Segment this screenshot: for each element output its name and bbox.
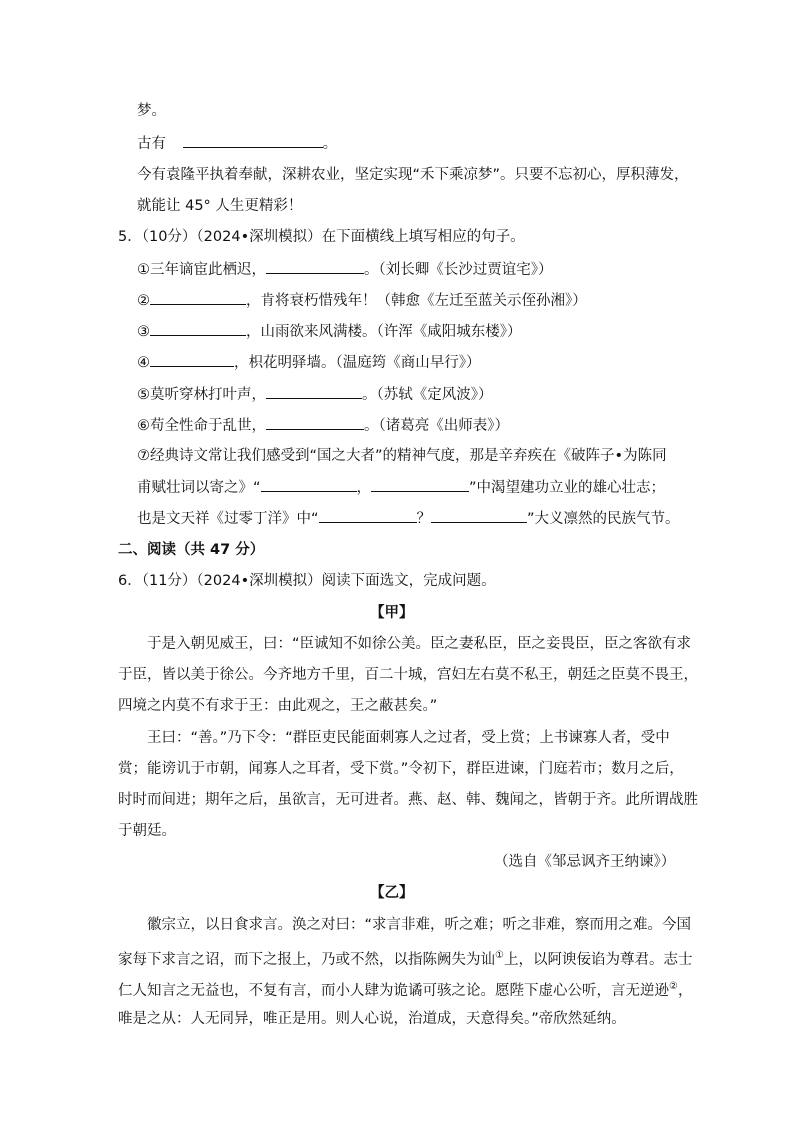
question-5-item-2: ② ，肯将衰朽惜残年！（韩愈《左迁至蓝关示侄孙湘》） [137, 290, 587, 311]
footnote-marker: ① [495, 950, 504, 961]
passage-text: 于朝廷。 [118, 823, 176, 839]
answer-blank [431, 508, 527, 523]
question-5-item-6: ⑥苟全性命于乱世， 。（诸葛亮《出师表》） [137, 415, 509, 436]
question-5-item-1: ①三年谪宦此栖迟， 。（刘长卿《长沙过贾谊宅》） [137, 259, 553, 280]
question-6-title: 6．（11分）（2024•深圳模拟）阅读下面选文，完成问题。 [118, 573, 496, 589]
passage-text: 徽宗立，以日食求言。涣之对曰：“求言非难，听之难；听之非难，察而用之难。今国 [147, 917, 692, 933]
answer-blank [266, 384, 362, 399]
passage-text: 于臣，皆以美于徐公。今齐地方千里，百二十城，宫妇左右莫不私王，朝廷之臣莫不畏王， [118, 667, 698, 683]
answer-blank [319, 508, 417, 523]
answer-blank [371, 477, 469, 492]
question-5-item-4: ④ ，枳花明驿墙。（温庭筠《商山早行》） [137, 352, 481, 373]
question-5-item-3: ③ ，山雨欲来风满楼。（许浑《咸阳城东楼》） [137, 321, 522, 342]
question-5-item-7-cont: 也是文天祥《过零丁洋》中“ ？ ”大义凛然的民族气节。 [137, 508, 680, 529]
text-line: 梦。 [137, 103, 166, 119]
passage-text: 家每下求言之诏，而下之报上，乃或不然，以指陈阙失为讪①上，以阿谀佞谄为尊君。志士 [118, 950, 693, 968]
passage-text: 唯是之从：人无同异，唯正是用。则人心说，治道成，天意得矣。”帝欣然延纳。 [118, 1011, 626, 1027]
passage-text: 赏；能谤讥于市朝，闻寡人之耳者，受下赏。”令初下，群臣进谏，门庭若市；数月之后， [118, 761, 684, 777]
answer-blank [183, 133, 323, 148]
passage-jia-heading: 【甲】 [370, 605, 414, 621]
passage-text: 仁人知言之无益也，不复有言，而小人肆为诡谲可骇之论。愿陛下虚心公听，言无逆逊②， [118, 981, 693, 999]
passage-text: 时时而间进；期年之后，虽欲言，无可进者。燕、赵、韩、魏闻之，皆朝于齐。此所谓战胜 [118, 792, 698, 808]
answer-blank [266, 415, 364, 430]
footnote-marker: ② [669, 981, 678, 992]
section-heading: 二、阅读（共 47 分） [118, 542, 265, 558]
answer-blank [150, 321, 246, 336]
answer-blank [266, 259, 364, 274]
passage-text: 四境之内莫不有求于王：由此观之，王之蔽甚矣。” [118, 698, 438, 714]
question-5-item-7: ⑦经典诗文常让我们感受到“国之大者”的精神气度，那是辛弃疾在《破阵子•为陈同 [137, 448, 667, 464]
question-5-item-5: ⑤莫听穿林打叶声， 。（苏轼《定风波》） [137, 384, 493, 405]
question-5-item-7-cont: 甫赋壮词以寄之》“ ， ”中渴望建功立业的雄心壮志； [137, 477, 665, 498]
passage-text: 王曰：“善。”乃下令：“群臣吏民能面刺寡人之过者，受上赏；上书谏寡人者，受中 [147, 730, 670, 746]
passage-text: 于是入朝见威王，曰：“臣诚知不如徐公美。臣之妻私臣，臣之妾畏臣，臣之客欲有求 [147, 636, 692, 652]
answer-blank [150, 290, 246, 305]
answer-blank [150, 352, 234, 367]
answer-blank [261, 477, 357, 492]
text-line: 今有袁隆平执着奉献，深耕农业，坚定实现“禾下乘凉梦”。只要不忘初心，厚积薄发， [137, 167, 689, 183]
passage-source: （选自《邹忌讽齐王纳谏》） [494, 854, 676, 870]
text-line: 就能让 45° 人生更精彩！ [137, 198, 303, 214]
passage-yi-heading: 【乙】 [370, 885, 414, 901]
question-5-title: 5．（10分）（2024•深圳模拟）在下面横线上填写相应的句子。 [118, 229, 525, 245]
fill-blank-line: 古有 。 [137, 133, 337, 154]
